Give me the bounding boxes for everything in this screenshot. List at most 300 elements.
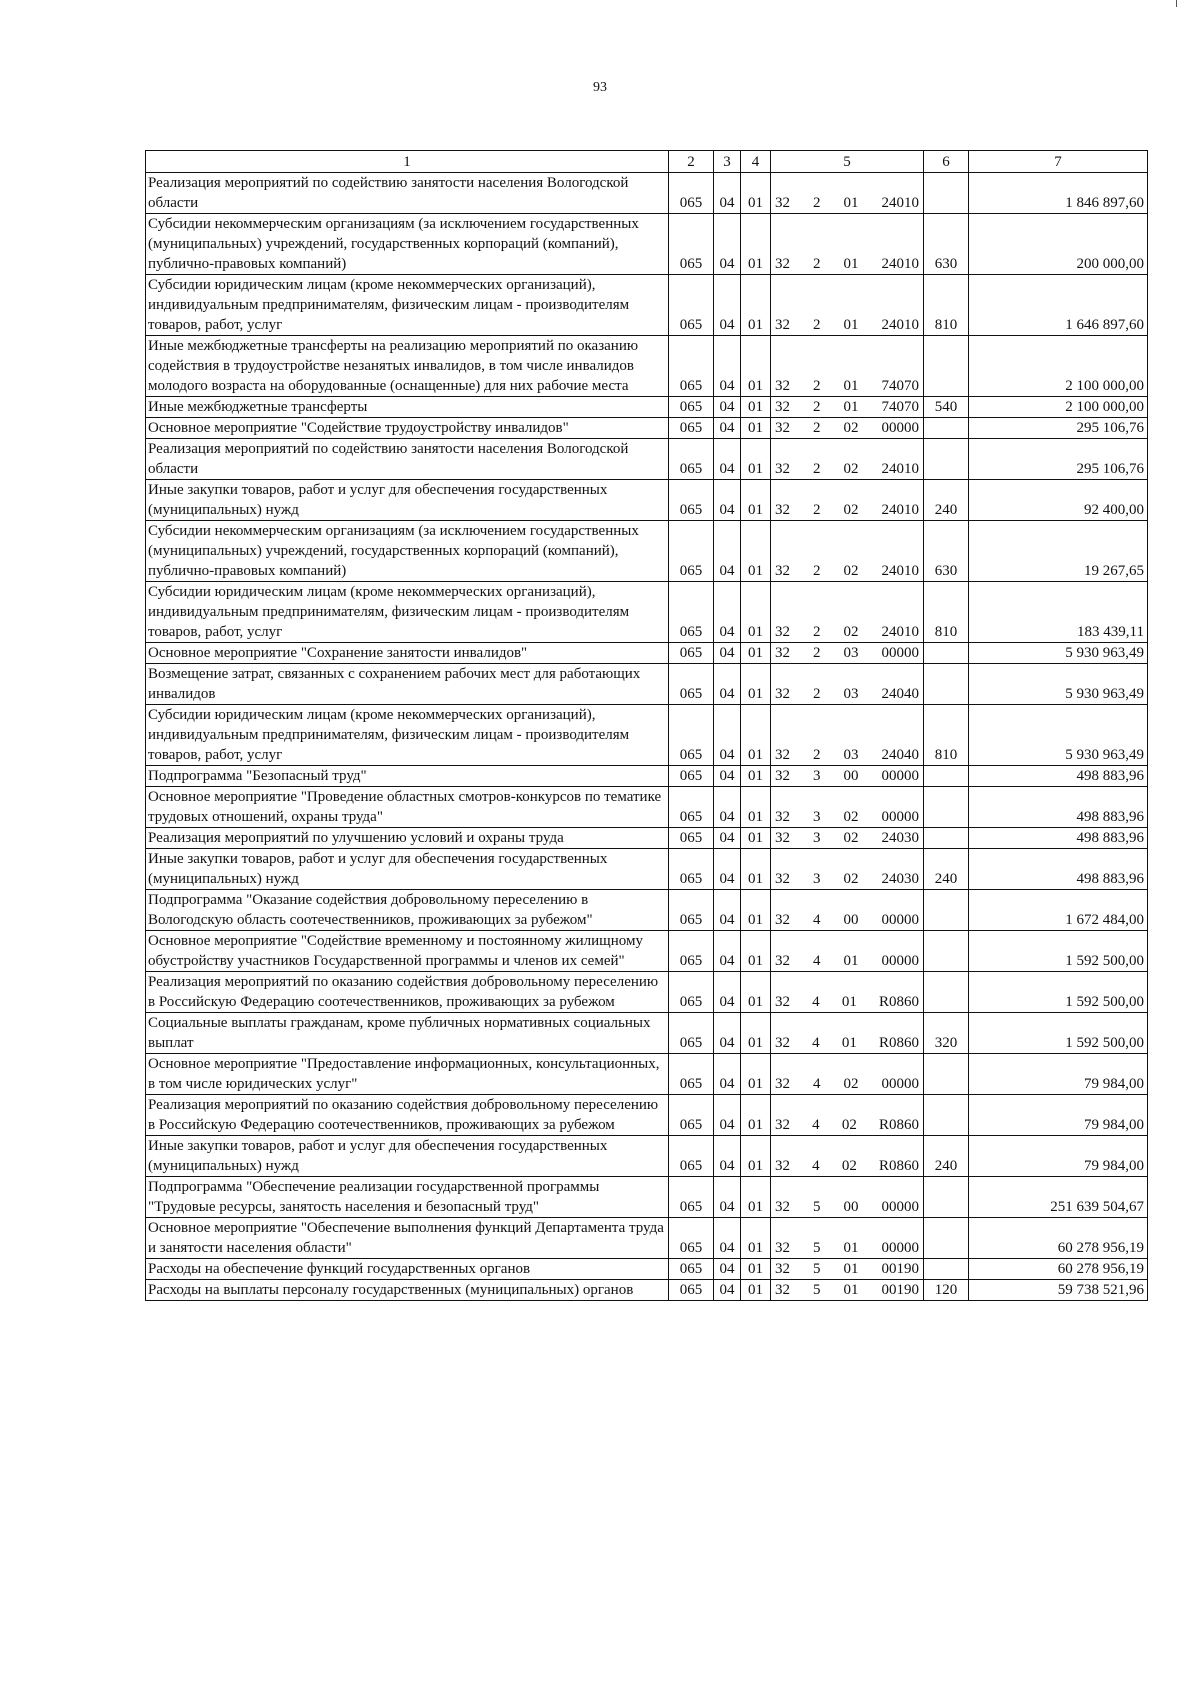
subsection-code-cell: 01 [741, 521, 771, 582]
direction-code: R0860 [878, 1158, 919, 1174]
direction-code: 24040 [881, 747, 919, 763]
target-article-parts [775, 1259, 919, 1279]
program-code: 32 [775, 502, 790, 518]
header-col-3: 3 [714, 151, 741, 173]
event-code: 01 [843, 195, 859, 211]
amount-cell: 5 930 963,49 [969, 643, 1148, 664]
section-code-cell: 04 [714, 439, 741, 480]
subsection-code-cell: 01 [741, 705, 771, 766]
table-header-row [146, 151, 1148, 173]
ministry-code-cell: 065 [669, 828, 714, 849]
event-code: 02 [841, 1117, 857, 1133]
expense-type-cell [924, 664, 969, 705]
expense-type-cell: 240 [924, 1136, 969, 1177]
header-col-2: 2 [669, 151, 714, 173]
target-article-cell [771, 1095, 924, 1136]
target-article-cell [771, 336, 924, 397]
direction-code: 24010 [881, 461, 919, 477]
program-code: 32 [775, 1076, 790, 1092]
row-name-cell: Основное мероприятие "Обеспечение выполнения функций Департамента труда и занятости населения области" [146, 1218, 669, 1259]
subsection-code-cell: 01 [741, 1218, 771, 1259]
subprogram-code: 2 [813, 686, 821, 702]
expense-type-cell [924, 336, 969, 397]
target-article-parts [775, 561, 919, 581]
table-row [146, 1054, 1148, 1095]
subprogram-code: 2 [813, 747, 821, 763]
ministry-code-cell: 065 [669, 1095, 714, 1136]
ministry-code-cell: 065 [669, 643, 714, 664]
section-code-cell: 04 [714, 787, 741, 828]
subprogram-code: 4 [812, 1117, 820, 1133]
subsection-code-cell: 01 [741, 1259, 771, 1280]
target-article-parts [775, 193, 919, 213]
table-row [146, 705, 1148, 766]
subsection-code-cell: 01 [741, 766, 771, 787]
event-code: 02 [843, 563, 859, 579]
expense-type-cell [924, 1054, 969, 1095]
row-name-cell: Субсидии некоммерческим организациям (за исключением государственных (муниципальных) учреждений, государственных корпораций (компаний), публично-правовых компаний) [146, 214, 669, 275]
amount-cell: 92 400,00 [969, 480, 1148, 521]
amount-cell: 19 267,65 [969, 521, 1148, 582]
direction-code: 74070 [881, 399, 919, 415]
target-article-parts [775, 869, 919, 889]
table-row [146, 1218, 1148, 1259]
target-article-cell [771, 1136, 924, 1177]
table-row [146, 480, 1148, 521]
expense-type-cell [924, 1095, 969, 1136]
expense-type-cell: 810 [924, 582, 969, 643]
direction-code: 24010 [881, 256, 919, 272]
program-code: 32 [775, 809, 790, 825]
expense-type-cell: 240 [924, 480, 969, 521]
program-code: 32 [775, 1199, 790, 1215]
subsection-code-cell: 01 [741, 1136, 771, 1177]
amount-cell: 60 278 956,19 [969, 1259, 1148, 1280]
event-code: 01 [841, 1035, 857, 1051]
subsection-code-cell: 01 [741, 828, 771, 849]
direction-code: 24040 [881, 686, 919, 702]
row-name-cell: Основное мероприятие "Сохранение занятости инвалидов" [146, 643, 669, 664]
event-code: 01 [843, 1282, 859, 1298]
amount-cell: 2 100 000,00 [969, 397, 1148, 418]
program-code: 32 [775, 1117, 790, 1133]
subsection-code-cell: 01 [741, 480, 771, 521]
amount-cell: 60 278 956,19 [969, 1218, 1148, 1259]
subsection-code-cell: 01 [741, 972, 771, 1013]
row-name-cell: Субсидии юридическим лицам (кроме некоммерческих организаций), индивидуальным предпринимателям, физическим лицам - производителям товаров, работ, услуг [146, 705, 669, 766]
program-code: 32 [775, 1158, 790, 1174]
program-code: 32 [775, 912, 790, 928]
direction-code: 00000 [881, 912, 919, 928]
event-code: 02 [843, 809, 859, 825]
target-article-cell [771, 1280, 924, 1301]
subprogram-code: 3 [813, 809, 821, 825]
subsection-code-cell: 01 [741, 1013, 771, 1054]
event-code: 03 [843, 645, 859, 661]
section-code-cell: 04 [714, 705, 741, 766]
subprogram-code: 3 [813, 768, 821, 784]
event-code: 02 [841, 1158, 857, 1174]
section-code-cell: 04 [714, 418, 741, 439]
target-article-cell [771, 705, 924, 766]
amount-cell: 1 592 500,00 [969, 1013, 1148, 1054]
subsection-code-cell: 01 [741, 582, 771, 643]
direction-code: 00190 [881, 1261, 919, 1277]
subsection-code-cell: 01 [741, 1177, 771, 1218]
target-article-parts [775, 418, 919, 438]
direction-code: R0860 [878, 1035, 919, 1051]
section-code-cell: 04 [714, 828, 741, 849]
direction-code: 00000 [881, 645, 919, 661]
event-code: 02 [843, 871, 859, 887]
section-code-cell: 04 [714, 890, 741, 931]
target-article-parts [775, 766, 919, 786]
ministry-code-cell: 065 [669, 705, 714, 766]
subsection-code-cell: 01 [741, 439, 771, 480]
target-article-parts [775, 828, 919, 848]
subprogram-code: 2 [813, 195, 821, 211]
section-code-cell: 04 [714, 1013, 741, 1054]
target-article-cell [771, 972, 924, 1013]
subprogram-code: 5 [813, 1282, 821, 1298]
target-article-parts [775, 684, 919, 704]
table-row [146, 439, 1148, 480]
row-name-cell: Основное мероприятие "Проведение областных смотров-конкурсов по тематике трудовых отношений, охраны труда" [146, 787, 669, 828]
target-article-parts [775, 1197, 919, 1217]
table-row [146, 214, 1148, 275]
target-article-parts [775, 1156, 919, 1176]
amount-cell: 1 672 484,00 [969, 890, 1148, 931]
target-article-parts [775, 315, 919, 335]
direction-code: 24010 [881, 563, 919, 579]
row-name-cell: Реализация мероприятий по содействию занятости населения Вологодской области [146, 173, 669, 214]
target-article-cell [771, 173, 924, 214]
program-code: 32 [775, 768, 790, 784]
row-name-cell: Расходы на выплаты персоналу государственных (муниципальных) органов [146, 1280, 669, 1301]
table-row [146, 890, 1148, 931]
subprogram-code: 4 [813, 912, 821, 928]
target-article-cell [771, 521, 924, 582]
section-code-cell: 04 [714, 1136, 741, 1177]
program-code: 32 [775, 645, 790, 661]
target-article-cell [771, 214, 924, 275]
ministry-code-cell: 065 [669, 664, 714, 705]
expense-type-cell [924, 439, 969, 480]
subprogram-code: 2 [813, 563, 821, 579]
subprogram-code: 2 [813, 645, 821, 661]
expense-type-cell: 630 [924, 521, 969, 582]
target-article-parts [775, 807, 919, 827]
row-name-cell: Иные закупки товаров, работ и услуг для обеспечения государственных (муниципальных) нужд [146, 849, 669, 890]
ministry-code-cell: 065 [669, 521, 714, 582]
ministry-code-cell: 065 [669, 275, 714, 336]
direction-code: 00000 [881, 1240, 919, 1256]
program-code: 32 [775, 1261, 790, 1277]
ministry-code-cell: 065 [669, 1259, 714, 1280]
row-name-cell: Реализация мероприятий по улучшению условий и охраны труда [146, 828, 669, 849]
target-article-cell [771, 849, 924, 890]
row-name-cell: Субсидии некоммерческим организациям (за исключением государственных (муниципальных) учреждений, государственных корпораций (компаний), публично-правовых компаний) [146, 521, 669, 582]
table-row [146, 275, 1148, 336]
row-name-cell: Иные закупки товаров, работ и услуг для обеспечения государственных (муниципальных) нужд [146, 1136, 669, 1177]
row-name-cell: Реализация мероприятий по оказанию содействия добровольному переселению в Российскую Федерацию соотечественников, проживающих за рубежом [146, 1095, 669, 1136]
subprogram-code: 2 [813, 624, 821, 640]
subprogram-code: 4 [812, 994, 820, 1010]
direction-code: 24010 [881, 502, 919, 518]
target-article-parts [775, 910, 919, 930]
table-row [146, 1013, 1148, 1054]
event-code: 02 [843, 461, 859, 477]
subsection-code-cell: 01 [741, 890, 771, 931]
section-code-cell: 04 [714, 931, 741, 972]
subprogram-code: 2 [813, 317, 821, 333]
program-code: 32 [775, 317, 790, 333]
direction-code: 00000 [881, 420, 919, 436]
program-code: 32 [775, 399, 790, 415]
section-code-cell: 04 [714, 1259, 741, 1280]
event-code: 01 [843, 1261, 859, 1277]
target-article-cell [771, 766, 924, 787]
ministry-code-cell: 065 [669, 1054, 714, 1095]
event-code: 03 [843, 747, 859, 763]
section-code-cell: 04 [714, 1095, 741, 1136]
ministry-code-cell: 065 [669, 336, 714, 397]
section-code-cell: 04 [714, 972, 741, 1013]
row-name-cell: Возмещение затрат, связанных с сохранением рабочих мест для работающих инвалидов [146, 664, 669, 705]
target-article-cell [771, 439, 924, 480]
amount-cell: 1 646 897,60 [969, 275, 1148, 336]
amount-cell: 2 100 000,00 [969, 336, 1148, 397]
amount-cell: 5 930 963,49 [969, 664, 1148, 705]
subprogram-code: 3 [813, 830, 821, 846]
section-code-cell: 04 [714, 849, 741, 890]
expense-type-cell: 810 [924, 275, 969, 336]
table-row [146, 336, 1148, 397]
table-row [146, 397, 1148, 418]
amount-cell: 498 883,96 [969, 828, 1148, 849]
direction-code: 24010 [881, 317, 919, 333]
subsection-code-cell: 01 [741, 787, 771, 828]
event-code: 02 [843, 624, 859, 640]
section-code-cell: 04 [714, 766, 741, 787]
event-code: 01 [843, 378, 859, 394]
direction-code: 00000 [881, 953, 919, 969]
subsection-code-cell: 01 [741, 643, 771, 664]
section-code-cell: 04 [714, 1280, 741, 1301]
target-article-cell [771, 664, 924, 705]
table-row [146, 1136, 1148, 1177]
event-code: 00 [843, 912, 859, 928]
target-article-cell [771, 397, 924, 418]
ministry-code-cell: 065 [669, 1136, 714, 1177]
amount-cell: 295 106,76 [969, 439, 1148, 480]
subprogram-code: 2 [813, 420, 821, 436]
section-code-cell: 04 [714, 643, 741, 664]
ministry-code-cell: 065 [669, 931, 714, 972]
program-code: 32 [775, 953, 790, 969]
target-article-cell [771, 787, 924, 828]
target-article-parts [775, 992, 919, 1012]
target-article-cell [771, 480, 924, 521]
amount-cell: 251 639 504,67 [969, 1177, 1148, 1218]
header-col-7: 7 [969, 151, 1148, 173]
program-code: 32 [775, 378, 790, 394]
direction-code: R0860 [878, 994, 919, 1010]
ministry-code-cell: 065 [669, 214, 714, 275]
header-col-4: 4 [741, 151, 771, 173]
ministry-code-cell: 065 [669, 582, 714, 643]
expense-type-cell [924, 828, 969, 849]
direction-code: 74070 [881, 378, 919, 394]
target-article-cell [771, 1177, 924, 1218]
subsection-code-cell: 01 [741, 214, 771, 275]
subprogram-code: 2 [813, 378, 821, 394]
subprogram-code: 5 [813, 1199, 821, 1215]
target-article-parts [775, 1115, 919, 1135]
row-name-cell: Субсидии юридическим лицам (кроме некоммерческих организаций), индивидуальным предпринимателям, физическим лицам - производителям товаров, работ, услуг [146, 582, 669, 643]
direction-code: 24010 [881, 624, 919, 640]
event-code: 03 [843, 686, 859, 702]
amount-cell: 79 984,00 [969, 1054, 1148, 1095]
expense-type-cell [924, 766, 969, 787]
expense-type-cell [924, 173, 969, 214]
target-article-parts [775, 1280, 919, 1300]
table-row [146, 931, 1148, 972]
target-article-cell [771, 1013, 924, 1054]
subprogram-code: 5 [813, 1261, 821, 1277]
amount-cell: 5 930 963,49 [969, 705, 1148, 766]
amount-cell: 1 592 500,00 [969, 972, 1148, 1013]
subsection-code-cell: 01 [741, 1095, 771, 1136]
header-col-1: 1 [146, 151, 669, 173]
subprogram-code: 5 [813, 1240, 821, 1256]
row-name-cell: Подпрограмма "Безопасный труд" [146, 766, 669, 787]
table-row [146, 766, 1148, 787]
target-article-cell [771, 643, 924, 664]
expense-type-cell: 320 [924, 1013, 969, 1054]
target-article-parts [775, 745, 919, 765]
subprogram-code: 3 [813, 871, 821, 887]
program-code: 32 [775, 1035, 790, 1051]
table-row [146, 1177, 1148, 1218]
section-code-cell: 04 [714, 480, 741, 521]
event-code: 01 [841, 994, 857, 1010]
direction-code: 00000 [881, 1199, 919, 1215]
expense-type-cell [924, 1259, 969, 1280]
expense-type-cell: 240 [924, 849, 969, 890]
ministry-code-cell: 065 [669, 890, 714, 931]
section-code-cell: 04 [714, 1218, 741, 1259]
event-code: 01 [843, 256, 859, 272]
section-code-cell: 04 [714, 173, 741, 214]
amount-cell: 59 738 521,96 [969, 1280, 1148, 1301]
table-row [146, 664, 1148, 705]
program-code: 32 [775, 461, 790, 477]
target-article-cell [771, 1218, 924, 1259]
program-code: 32 [775, 624, 790, 640]
subprogram-code: 4 [813, 1076, 821, 1092]
event-code: 02 [843, 502, 859, 518]
subprogram-code: 4 [812, 1035, 820, 1051]
expense-type-cell: 810 [924, 705, 969, 766]
table-row [146, 582, 1148, 643]
target-article-cell [771, 418, 924, 439]
event-code: 02 [843, 420, 859, 436]
expense-type-cell [924, 418, 969, 439]
direction-code: 00190 [881, 1282, 919, 1298]
row-name-cell: Реализация мероприятий по оказанию содействия добровольному переселению в Российскую Федерацию соотечественников, проживающих за рубежом [146, 972, 669, 1013]
target-article-cell [771, 275, 924, 336]
section-code-cell: 04 [714, 336, 741, 397]
amount-cell: 295 106,76 [969, 418, 1148, 439]
event-code: 01 [843, 399, 859, 415]
target-article-parts [775, 1238, 919, 1258]
subsection-code-cell: 01 [741, 849, 771, 890]
section-code-cell: 04 [714, 582, 741, 643]
subsection-code-cell: 01 [741, 418, 771, 439]
ministry-code-cell: 065 [669, 397, 714, 418]
target-article-parts [775, 1074, 919, 1094]
target-article-cell [771, 1054, 924, 1095]
subsection-code-cell: 01 [741, 275, 771, 336]
ministry-code-cell: 065 [669, 1013, 714, 1054]
event-code: 00 [843, 768, 859, 784]
section-code-cell: 04 [714, 275, 741, 336]
ministry-code-cell: 065 [669, 766, 714, 787]
row-name-cell: Подпрограмма "Оказание содействия добровольному переселению в Вологодскую область соотечественников, проживающих за рубежом" [146, 890, 669, 931]
table-row [146, 418, 1148, 439]
program-code: 32 [775, 994, 790, 1010]
subprogram-code: 2 [813, 256, 821, 272]
header-col-5: 5 [771, 151, 924, 173]
section-code-cell: 04 [714, 214, 741, 275]
subprogram-code: 4 [812, 1158, 820, 1174]
amount-cell: 498 883,96 [969, 766, 1148, 787]
subprogram-code: 4 [813, 953, 821, 969]
target-article-parts [775, 622, 919, 642]
program-code: 32 [775, 747, 790, 763]
direction-code: 24030 [881, 830, 919, 846]
target-article-cell [771, 931, 924, 972]
expense-type-cell: 120 [924, 1280, 969, 1301]
table-row [146, 643, 1148, 664]
ministry-code-cell: 065 [669, 1177, 714, 1218]
event-code: 00 [843, 1199, 859, 1215]
row-name-cell: Иные закупки товаров, работ и услуг для обеспечения государственных (муниципальных) нужд [146, 480, 669, 521]
table-row [146, 173, 1148, 214]
table-row [146, 849, 1148, 890]
program-code: 32 [775, 256, 790, 272]
direction-code: 24010 [881, 195, 919, 211]
target-article-parts [775, 643, 919, 663]
ministry-code-cell: 065 [669, 480, 714, 521]
row-name-cell: Подпрограмма "Обеспечение реализации государственной программы "Трудовые ресурсы, занятость населения и безопасный труд" [146, 1177, 669, 1218]
table-row [146, 1095, 1148, 1136]
event-code: 02 [843, 1076, 859, 1092]
row-name-cell: Субсидии юридическим лицам (кроме некоммерческих организаций), индивидуальным предпринимателям, физическим лицам - производителям товаров, работ, услуг [146, 275, 669, 336]
subprogram-code: 2 [813, 461, 821, 477]
table-row [146, 1280, 1148, 1301]
header-col-6: 6 [924, 151, 969, 173]
scan-mark [1176, 0, 1177, 7]
direction-code: R0860 [878, 1117, 919, 1133]
direction-code: 00000 [881, 1076, 919, 1092]
program-code: 32 [775, 563, 790, 579]
event-code: 01 [843, 317, 859, 333]
program-code: 32 [775, 871, 790, 887]
expense-type-cell: 630 [924, 214, 969, 275]
row-name-cell: Основное мероприятие "Содействие трудоустройству инвалидов" [146, 418, 669, 439]
